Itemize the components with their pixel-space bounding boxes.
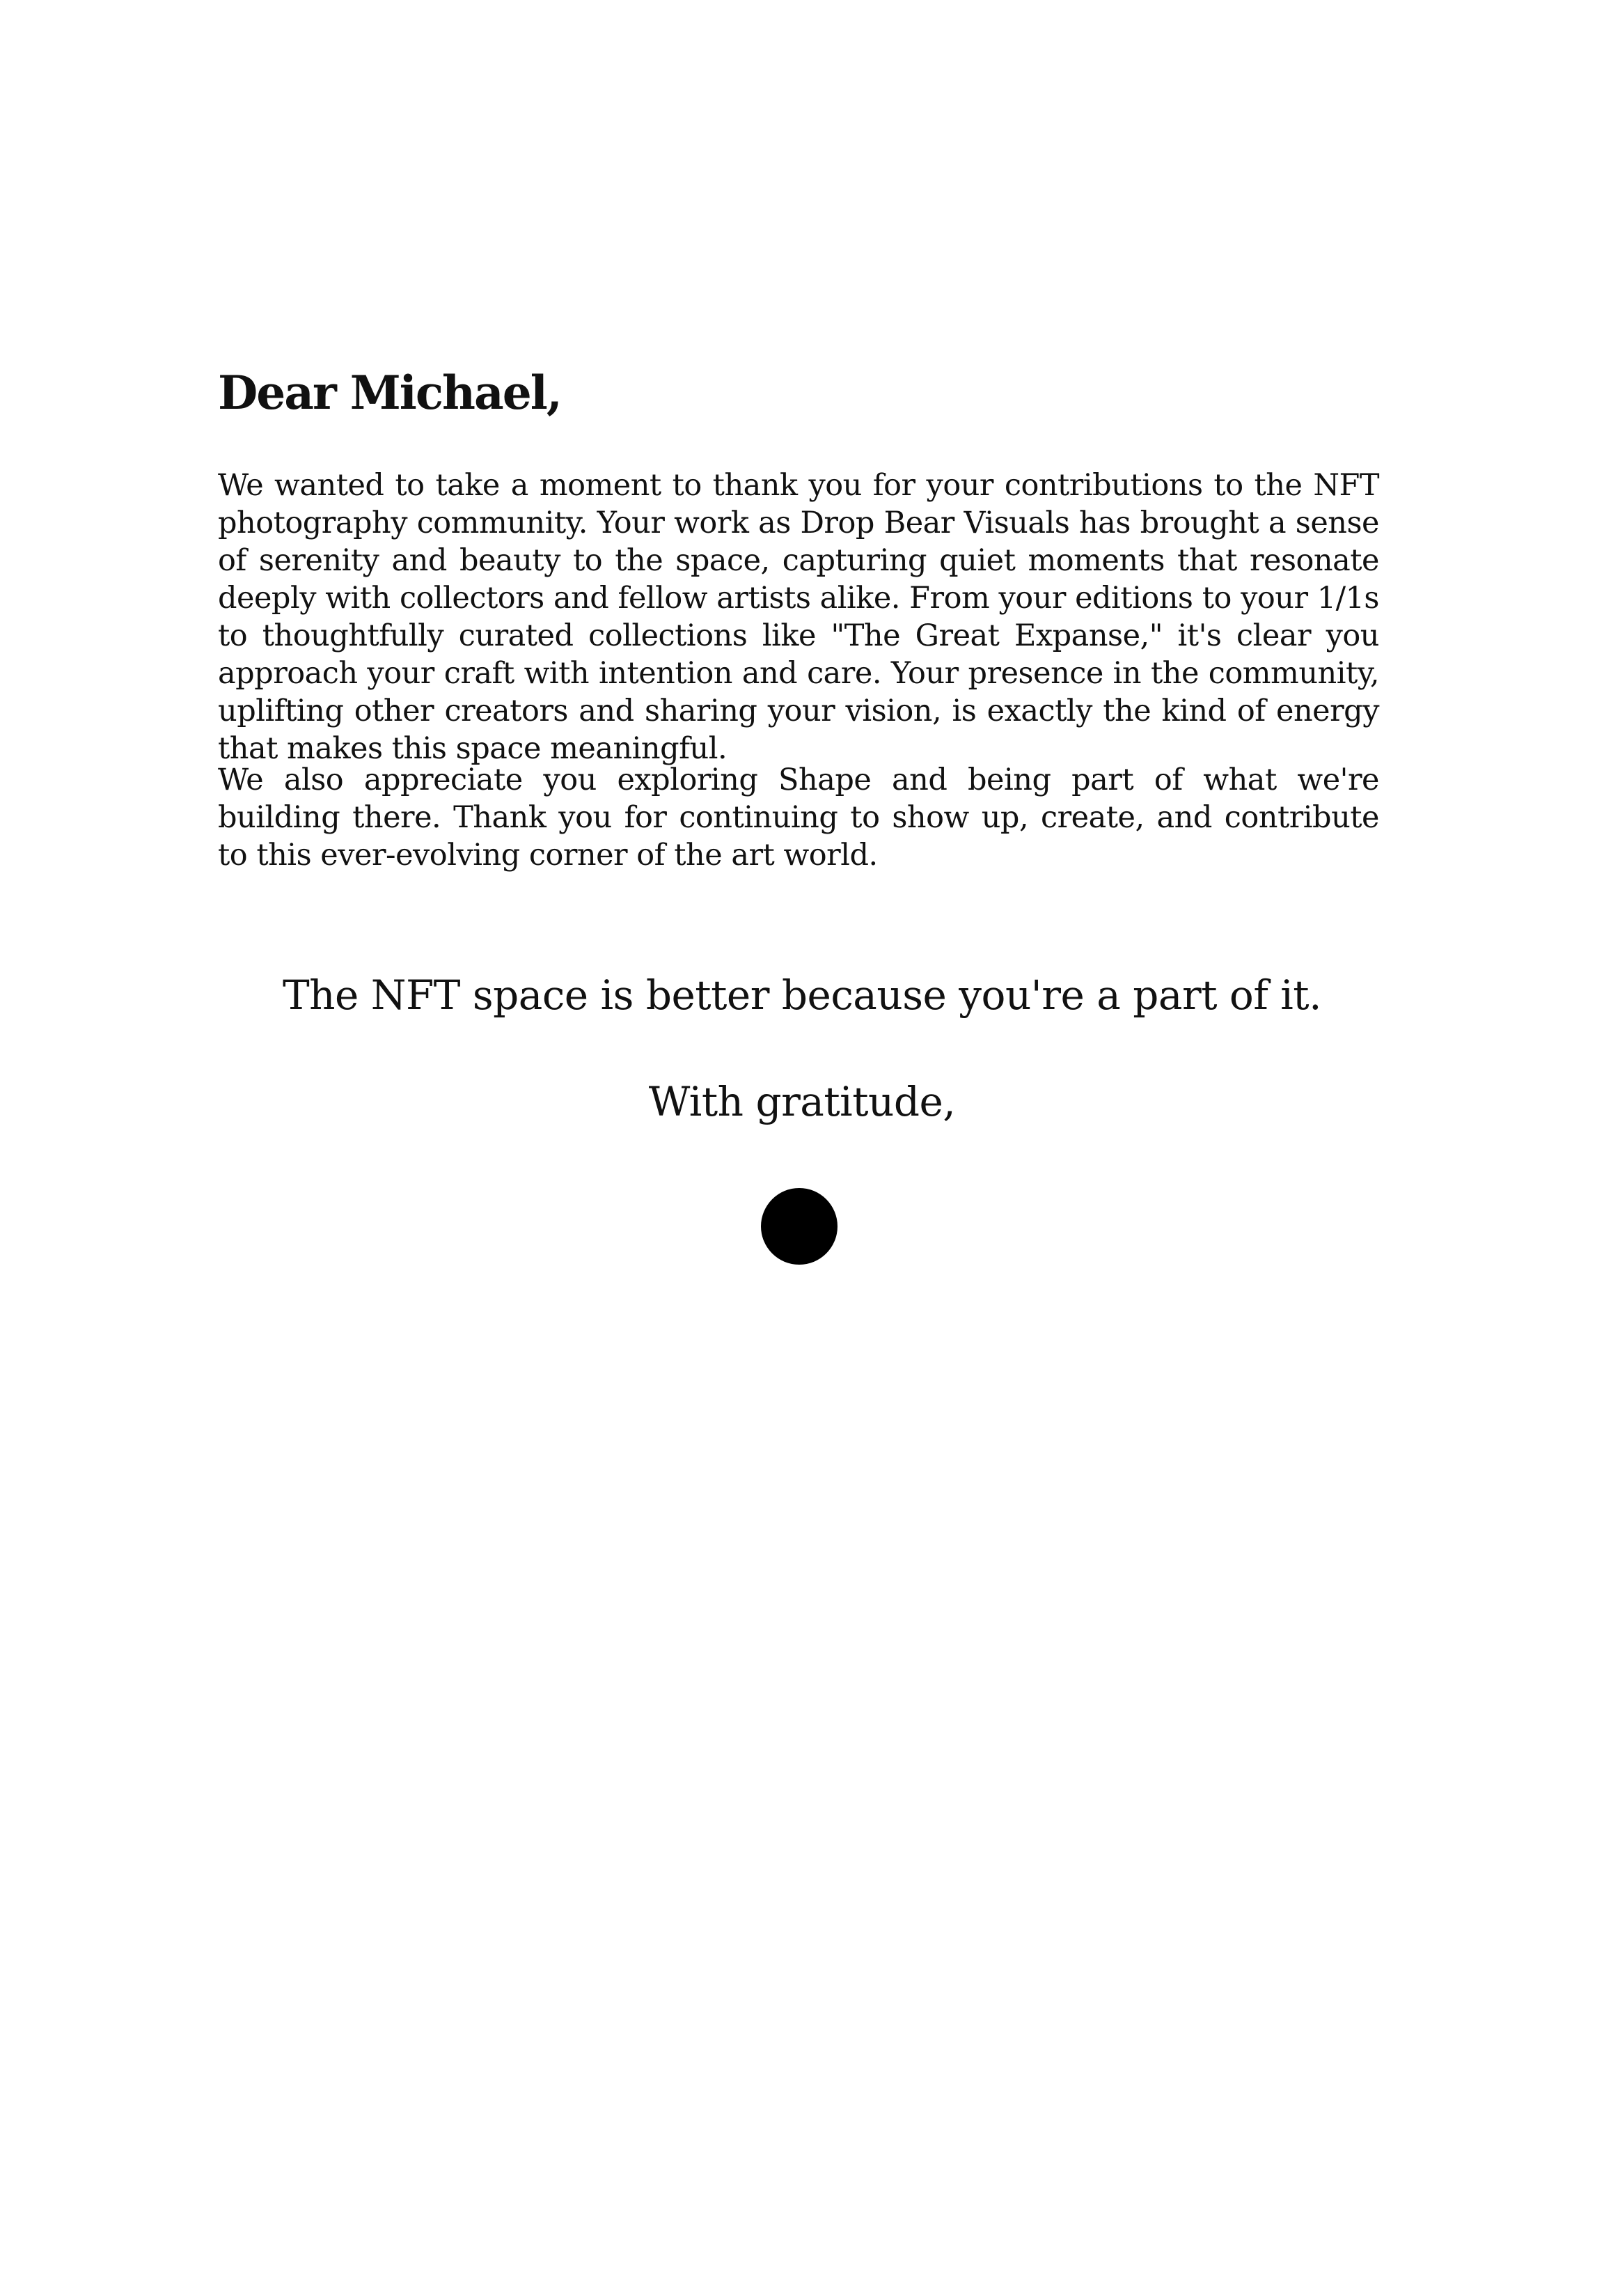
sign-off: With gratitude, (648, 1078, 956, 1125)
letter-greeting: Dear Michael, (218, 366, 561, 420)
signature-circle-logo (761, 1188, 838, 1265)
closing-statement: The NFT space is better because you're a part of it. (282, 971, 1322, 1019)
letter-paragraph-1: We wanted to take a moment to thank you for your contributions to the NFT photography community. Your work as Drop Bear Visuals has brought a sense of serenity and beauty to the space, capturing quiet moments that resonate deeply with collectors and fellow artists alike. From your editions to your 1/1s to thoughtfully curated collections like "The Great Expanse," it's clear you approach your craft with intention and care. Your presence in the community, uplifting other creators and sharing your vision, is exactly the kind of energy that makes this space meaningful. (218, 468, 1379, 766)
letter-paragraph-2: We also appreciate you exploring Shape and being part of what we're building there. Thank you for continuing to show up, create, and contribute to this ever-evolving corner of the art world. (218, 763, 1379, 873)
